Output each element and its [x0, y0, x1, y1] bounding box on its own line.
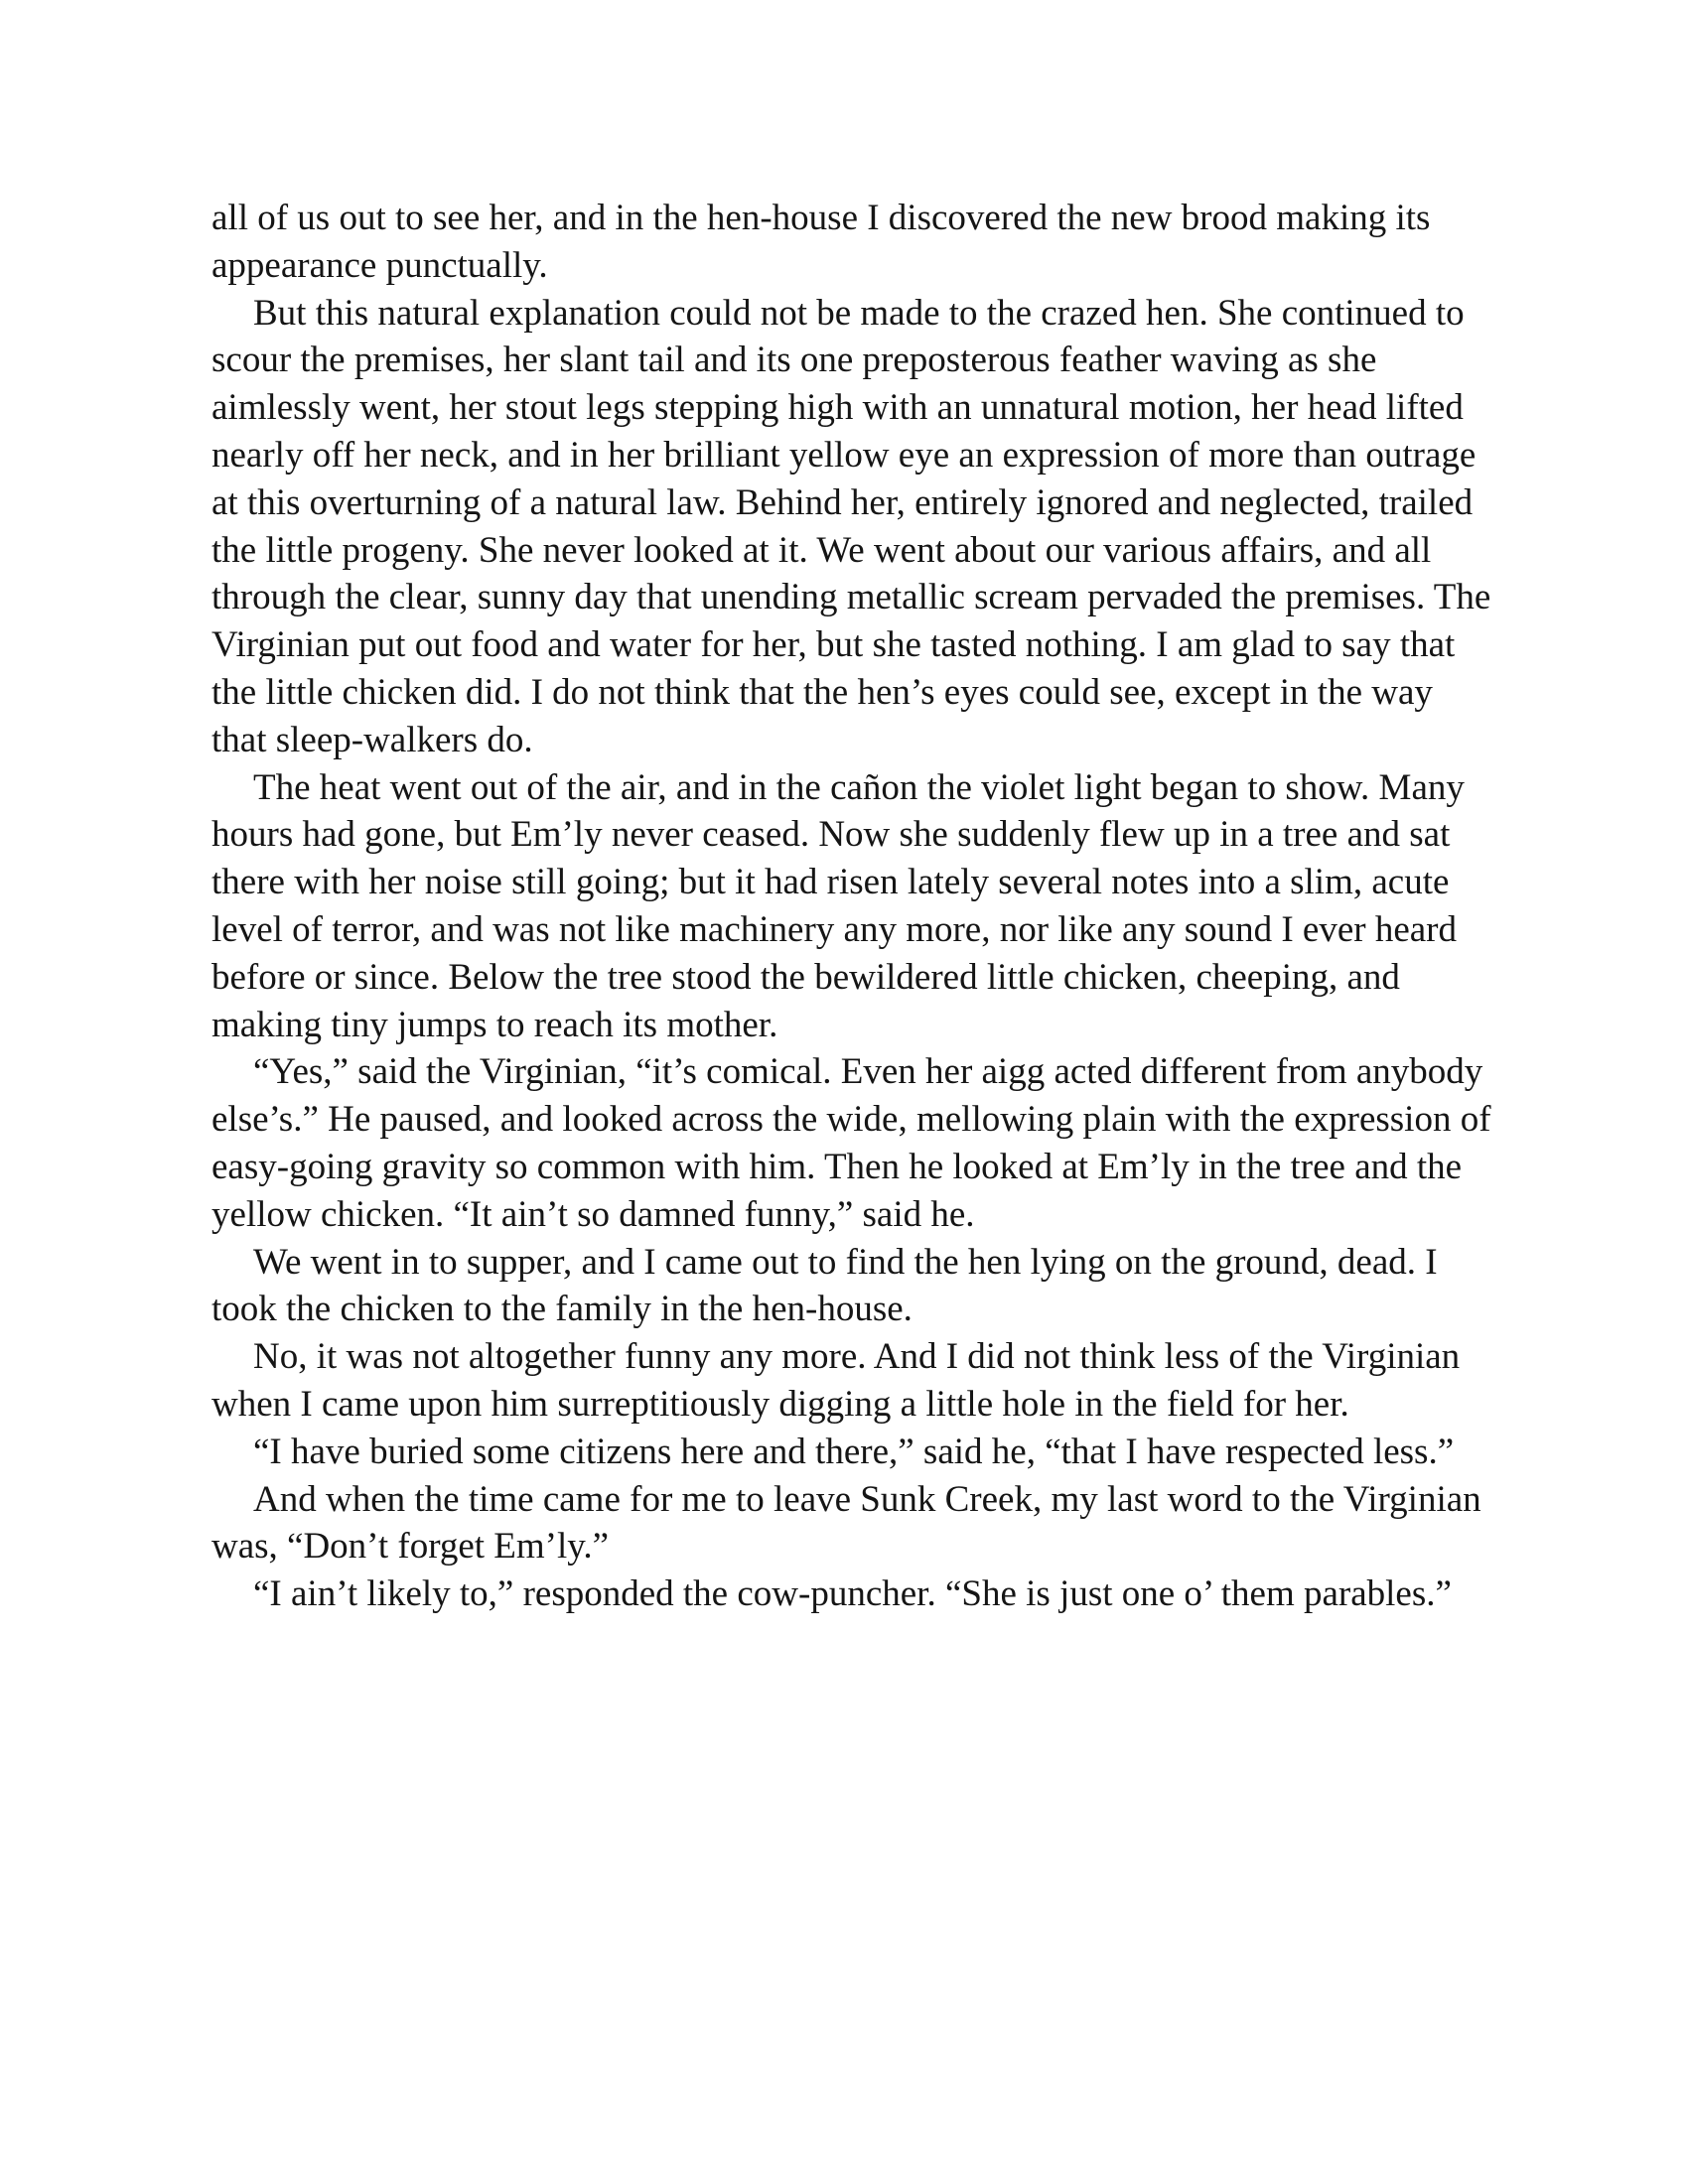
paragraph-9: “I ain’t likely to,” responded the cow-puncher. “She is just one o’ them parables.”: [253, 1573, 1452, 1615]
paragraph-6: No, it was not altogether funny any more. And I did not think less of the Virginian when I came upon him surreptitiously digging a little hole in the field for her.: [211, 1336, 1461, 1425]
paragraph-5: We went in to supper, and I came out to find the hen lying on the ground, dead. I took the chicken to the family in the hen-house.: [211, 1241, 1438, 1330]
paragraph-3: The heat went out of the air, and in the cañon the violet light began to show. Many hours had gone, but Em’ly never ceased. Now she suddenly flew up in a tree and sat there with her noise still going; but it had risen lately several notes into a slim, acute level of terror, and was not like machinery any more, nor like any sound I ever heard before or since. Below the tree stood the bewildered little chicken, cheeping, and making tiny jumps to reach its mother.: [211, 766, 1465, 1045]
paragraph-2: But this natural explanation could not be made to the crazed hen. She continued to scour the premises, her slant tail and its one preposterous feather waving as she aimlessly went, her stout legs stepping high with an unnatural motion, her head lifted nearly off her neck, and in her brilliant yellow eye an expression of more than outrage at this overturning of a natural law. Behind her, entirely ignored and neglected, trailed the little progeny. She never looked at it. We went about our various affairs, and all through the clear, sunny day that unending metallic scream pervaded the premises. The Virginian put out food and water for her, but she tasted nothing. I am glad to say that the little chicken did. I do not think that the hen’s eyes could see, except in the way that sleep-walkers do.: [211, 292, 1491, 760]
paragraph-7: “I have buried some citizens here and there,” said he, “that I have respected less.”: [253, 1431, 1455, 1472]
page-body: [211, 195, 1492, 1618]
paragraph-8: And when the time came for me to leave Sunk Creek, my last word to the Virginian was, “Don’t forget Em’ly.”: [211, 1478, 1481, 1568]
paragraph-1: all of us out to see her, and in the hen-house I discovered the new brood making its appearance punctually.: [211, 198, 1431, 286]
paragraph-4: “Yes,” said the Virginian, “it’s comical. Even her aigg acted different from anybody else’s.” He paused, and looked across the wide, mellowing plain with the expression of easy-going gravity so common with him. Then he looked at Em’ly in the tree and the yellow chicken. “It ain’t so damned funny,” said he.: [211, 1051, 1491, 1235]
